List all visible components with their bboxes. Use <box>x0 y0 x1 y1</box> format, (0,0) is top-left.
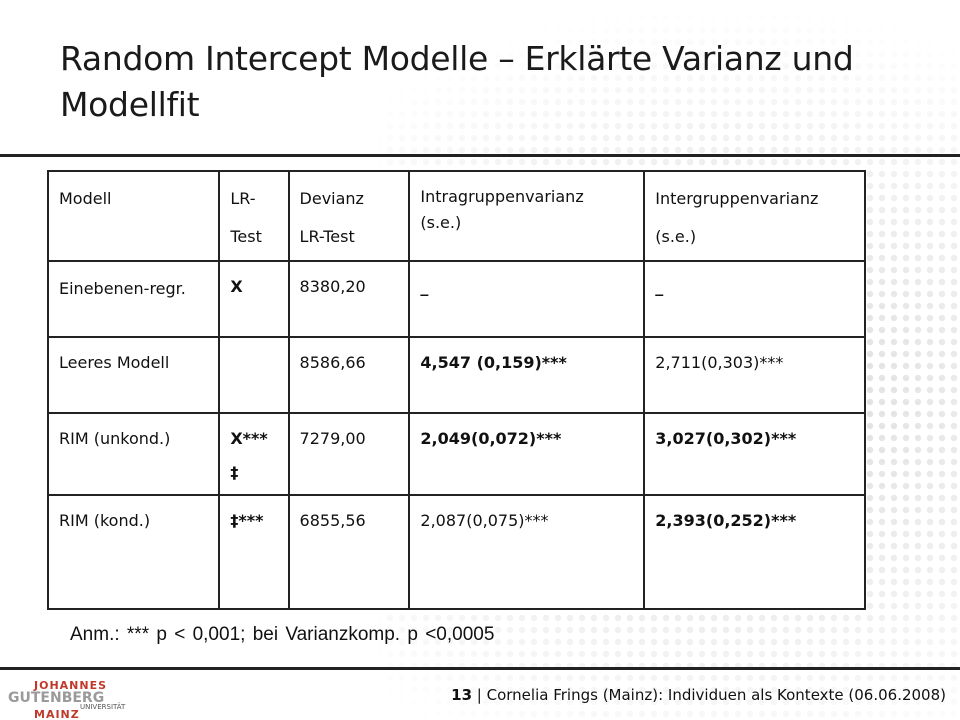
header-lr-test: LR- Test <box>219 171 288 261</box>
results-table <box>47 170 866 610</box>
cell-inter: 2,711(0,303)*** <box>644 337 865 413</box>
footnote: Anm.: *** p < 0,001; bei Varianzkomp. p <0,0005 <box>70 624 495 645</box>
cell-modell: RIM (kond.) <box>48 495 219 609</box>
cell-devianz: 7279,00 <box>289 413 410 495</box>
divider-bottom <box>0 667 960 670</box>
cell-modell: Einebenen-regr. <box>48 261 219 337</box>
slide-title: Random Intercept Modelle – Erklärte Varianz und Modellfit <box>60 39 854 124</box>
header-devianz: Devianz LR-Test <box>289 171 410 261</box>
cell-intra: 2,049(0,072)*** <box>409 413 644 495</box>
table-row <box>48 337 865 413</box>
table-row <box>48 495 865 609</box>
logo-line3: UNIVERSITÄT <box>80 703 126 711</box>
cell-intra: _ <box>409 261 644 337</box>
university-logo <box>6 676 126 720</box>
table-row <box>48 261 865 337</box>
divider-top <box>0 154 960 157</box>
cell-modell: Leeres Modell <box>48 337 219 413</box>
cell-lr-test <box>219 337 288 413</box>
cell-devianz: 8586,66 <box>289 337 410 413</box>
logo-line4: MAINZ <box>34 708 80 720</box>
cell-lr-test: X*** ‡ <box>219 413 288 495</box>
footer-text: Cornelia Frings (Mainz): Individuen als Kontexte (06.06.2008) <box>486 686 946 704</box>
cell-inter: _ <box>644 261 865 337</box>
cell-intra: 2,087(0,075)*** <box>409 495 644 609</box>
table-row <box>48 413 865 495</box>
header-modell: Modell <box>48 171 219 261</box>
header-intragruppenvarianz: Intragruppenvarianz (s.e.) <box>409 171 644 261</box>
table-header-row <box>48 171 865 261</box>
logo-line2: GUTENBERG <box>8 690 105 706</box>
header-intergruppenvarianz: Intergruppenvarianz (s.e.) <box>644 171 865 261</box>
cell-devianz: 8380,20 <box>289 261 410 337</box>
cell-inter: 3,027(0,302)*** <box>644 413 865 495</box>
cell-lr-test: X <box>219 261 288 337</box>
page-number: 13 <box>451 686 473 704</box>
footer-separator: | <box>472 686 487 704</box>
cell-inter: 2,393(0,252)*** <box>644 495 865 609</box>
cell-intra: 4,547 (0,159)*** <box>409 337 644 413</box>
logo-line1: JOHANNES <box>34 679 108 692</box>
cell-devianz: 6855,56 <box>289 495 410 609</box>
cell-modell: RIM (unkond.) <box>48 413 219 495</box>
cell-lr-test: ‡*** <box>219 495 288 609</box>
slide-footer <box>451 686 946 704</box>
